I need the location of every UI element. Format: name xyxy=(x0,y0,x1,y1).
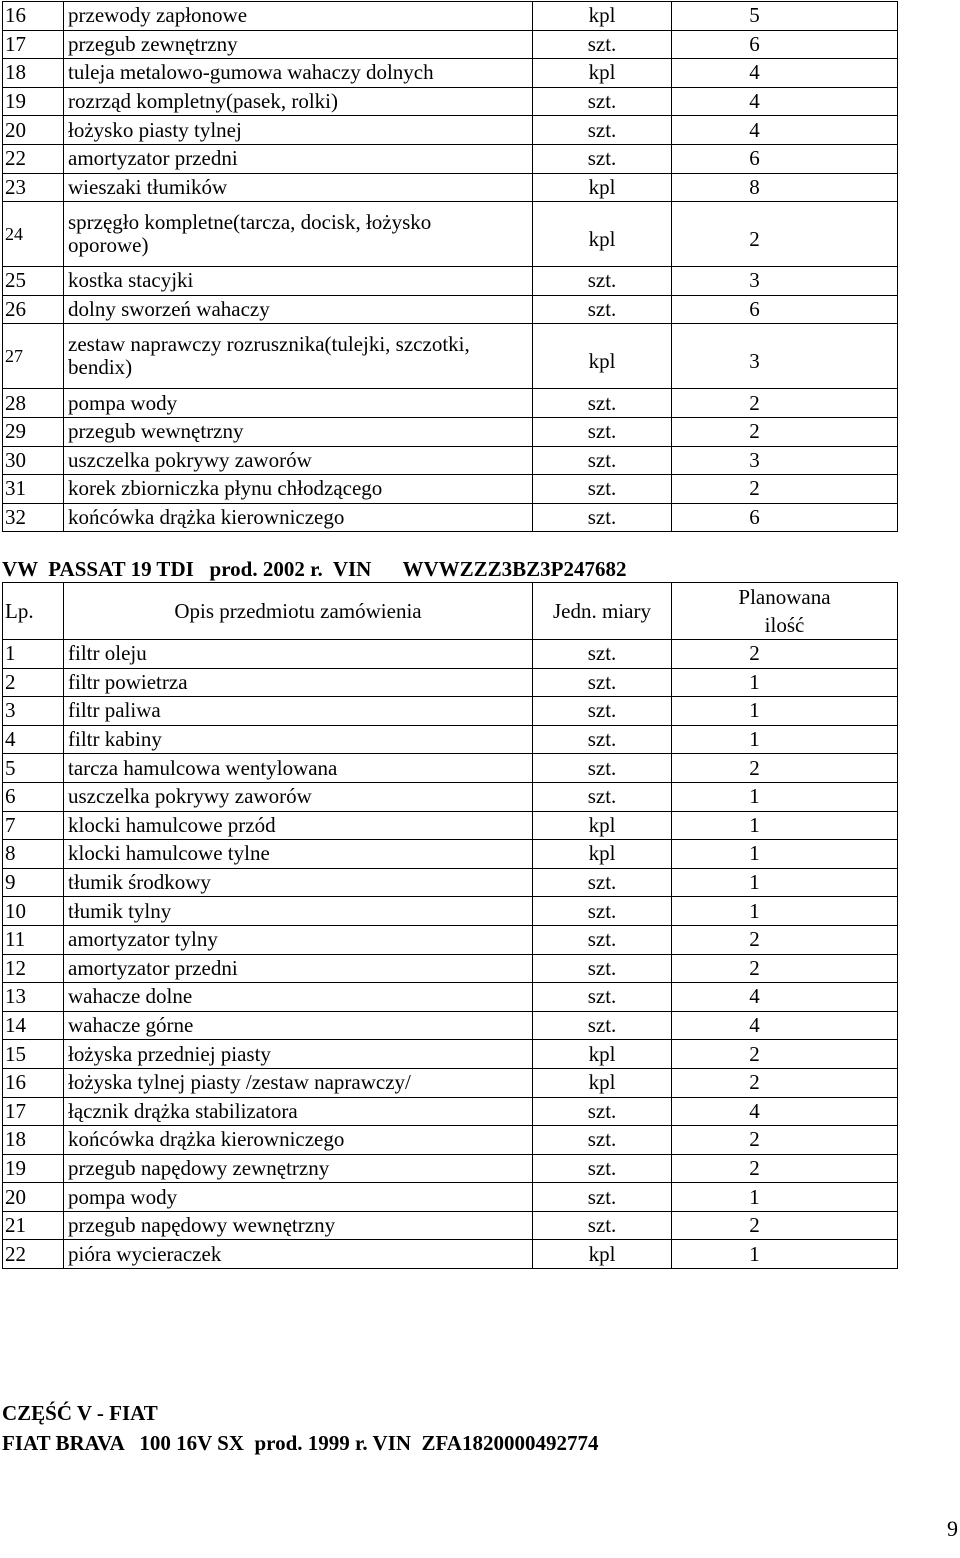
row-description: przegub zewnętrzny xyxy=(64,30,533,59)
row-lp: 7 xyxy=(3,811,64,840)
table-row xyxy=(3,897,898,926)
row-lp: 26 xyxy=(3,295,64,324)
row-quantity: 4 xyxy=(672,59,898,88)
page-number: 9 xyxy=(947,1516,958,1541)
row-unit: kpl xyxy=(533,1240,672,1269)
row-description: tłumik tylny xyxy=(64,897,533,926)
row-unit: szt. xyxy=(533,503,672,532)
row-unit: szt. xyxy=(533,267,672,296)
row-description: kostka stacyjki xyxy=(64,267,533,296)
row-description: przegub napędowy zewnętrzny xyxy=(64,1154,533,1183)
table-row xyxy=(3,640,898,669)
row-description: dolny sworzeń wahaczy xyxy=(64,295,533,324)
row-quantity: 2 xyxy=(672,1068,898,1097)
row-quantity: 2 xyxy=(672,202,898,267)
row-lp: 21 xyxy=(3,1211,64,1240)
row-description: amortyzator tylny xyxy=(64,925,533,954)
row-unit: szt. xyxy=(533,1183,672,1212)
row-description: wahacze górne xyxy=(64,1011,533,1040)
row-description-text: sprzęgło kompletne(tarcza, docisk, łożysko oporowe) xyxy=(68,210,432,258)
row-description-text: zestaw naprawczy rozrusznika(tulejki, szczotki, bendix) xyxy=(68,332,470,380)
row-lp: 17 xyxy=(3,30,64,59)
row-quantity: 1 xyxy=(672,840,898,869)
row-quantity: 1 xyxy=(672,811,898,840)
row-lp: 20 xyxy=(3,116,64,145)
row-unit: szt. xyxy=(533,446,672,475)
row-lp: 24 xyxy=(3,202,64,267)
row-lp: 25 xyxy=(3,267,64,296)
row-description: przewody zapłonowe xyxy=(64,2,533,31)
row-quantity: 1 xyxy=(672,897,898,926)
row-quantity: 1 xyxy=(672,697,898,726)
row-lp: 23 xyxy=(3,173,64,202)
table-row xyxy=(3,1040,898,1069)
row-description: filtr powietrza xyxy=(64,668,533,697)
row-lp: 16 xyxy=(3,2,64,31)
table-row xyxy=(3,295,898,324)
table-row xyxy=(3,30,898,59)
row-quantity: 2 xyxy=(672,754,898,783)
table-row xyxy=(3,389,898,418)
row-unit: kpl xyxy=(533,173,672,202)
row-lp: 29 xyxy=(3,417,64,446)
table-row xyxy=(3,173,898,202)
table-row xyxy=(3,144,898,173)
row-unit: szt. xyxy=(533,954,672,983)
table-row xyxy=(3,475,898,504)
table-row xyxy=(3,954,898,983)
table-row xyxy=(3,1240,898,1269)
header-quantity-line1: Planowana xyxy=(738,585,831,609)
header-quantity-line2: ilość xyxy=(764,613,805,637)
row-description: łącznik drążka stabilizatora xyxy=(64,1097,533,1126)
row-quantity: 1 xyxy=(672,782,898,811)
row-description xyxy=(64,202,533,267)
row-description: filtr kabiny xyxy=(64,725,533,754)
row-lp: 3 xyxy=(3,697,64,726)
table-row xyxy=(3,983,898,1012)
table-header-row xyxy=(3,583,898,640)
row-description: przegub napędowy wewnętrzny xyxy=(64,1211,533,1240)
row-description: tarcza hamulcowa wentylowana xyxy=(64,754,533,783)
row-unit: kpl xyxy=(533,840,672,869)
row-quantity: 4 xyxy=(672,116,898,145)
row-unit: szt. xyxy=(533,1011,672,1040)
row-lp: 13 xyxy=(3,983,64,1012)
table-row xyxy=(3,1097,898,1126)
row-quantity: 4 xyxy=(672,1097,898,1126)
row-lp: 9 xyxy=(3,868,64,897)
row-description: pompa wody xyxy=(64,389,533,418)
table-row xyxy=(3,202,898,267)
row-unit: szt. xyxy=(533,417,672,446)
row-quantity: 1 xyxy=(672,1183,898,1212)
row-lp: 19 xyxy=(3,87,64,116)
header-description: Opis przedmiotu zamówienia xyxy=(64,583,533,640)
table-row xyxy=(3,267,898,296)
row-unit: szt. xyxy=(533,725,672,754)
row-lp: 19 xyxy=(3,1154,64,1183)
row-unit: szt. xyxy=(533,640,672,669)
table-row xyxy=(3,1154,898,1183)
row-unit: szt. xyxy=(533,1126,672,1155)
table-row xyxy=(3,1183,898,1212)
row-quantity: 2 xyxy=(672,954,898,983)
row-lp: 5 xyxy=(3,754,64,783)
row-quantity: 3 xyxy=(672,324,898,389)
row-unit: kpl xyxy=(533,2,672,31)
row-lp: 10 xyxy=(3,897,64,926)
row-unit: szt. xyxy=(533,144,672,173)
row-lp: 20 xyxy=(3,1183,64,1212)
header-unit: Jedn. miary xyxy=(533,583,672,640)
row-description: pióra wycieraczek xyxy=(64,1240,533,1269)
table-row xyxy=(3,1068,898,1097)
row-lp: 4 xyxy=(3,725,64,754)
row-quantity: 6 xyxy=(672,295,898,324)
table-row xyxy=(3,417,898,446)
header-lp: Lp. xyxy=(3,583,64,640)
header-quantity xyxy=(672,583,898,640)
row-description: filtr oleju xyxy=(64,640,533,669)
row-unit: szt. xyxy=(533,925,672,954)
row-quantity: 4 xyxy=(672,87,898,116)
table-row xyxy=(3,87,898,116)
row-quantity: 5 xyxy=(672,2,898,31)
row-lp: 28 xyxy=(3,389,64,418)
row-lp: 6 xyxy=(3,782,64,811)
vw-passat-heading: VW PASSAT 19 TDI prod. 2002 r. VIN WVWZZZ3BZ3P247682 xyxy=(2,557,627,581)
row-unit: szt. xyxy=(533,116,672,145)
table-row xyxy=(3,116,898,145)
table-row xyxy=(3,925,898,954)
row-unit: szt. xyxy=(533,1097,672,1126)
row-lp: 12 xyxy=(3,954,64,983)
row-description: filtr paliwa xyxy=(64,697,533,726)
table-row xyxy=(3,697,898,726)
row-unit: szt. xyxy=(533,782,672,811)
row-description: korek zbiorniczka płynu chłodzącego xyxy=(64,475,533,504)
row-unit: szt. xyxy=(533,697,672,726)
row-quantity: 2 xyxy=(672,1154,898,1183)
row-lp: 22 xyxy=(3,1240,64,1269)
table-row xyxy=(3,868,898,897)
table-row xyxy=(3,2,898,31)
row-description: końcówka drążka kierowniczego xyxy=(64,503,533,532)
parts-table-continued xyxy=(2,1,898,532)
table-row xyxy=(3,782,898,811)
row-lp: 14 xyxy=(3,1011,64,1040)
row-quantity: 4 xyxy=(672,983,898,1012)
row-quantity: 1 xyxy=(672,868,898,897)
row-description: tuleja metalowo-gumowa wahaczy dolnych xyxy=(64,59,533,88)
row-unit: szt. xyxy=(533,1154,672,1183)
vw-passat-parts-table xyxy=(2,582,898,1269)
row-quantity: 6 xyxy=(672,144,898,173)
row-unit: szt. xyxy=(533,897,672,926)
row-quantity: 1 xyxy=(672,725,898,754)
row-lp: 17 xyxy=(3,1097,64,1126)
table-row xyxy=(3,725,898,754)
row-description: wieszaki tłumików xyxy=(64,173,533,202)
row-lp: 27 xyxy=(3,324,64,389)
table-row xyxy=(3,503,898,532)
row-quantity: 1 xyxy=(672,668,898,697)
row-description: amortyzator przedni xyxy=(64,954,533,983)
table-row xyxy=(3,668,898,697)
row-lp: 15 xyxy=(3,1040,64,1069)
table-row xyxy=(3,324,898,389)
row-quantity: 6 xyxy=(672,503,898,532)
row-lp: 18 xyxy=(3,1126,64,1155)
row-lp: 8 xyxy=(3,840,64,869)
row-unit: szt. xyxy=(533,87,672,116)
table-row xyxy=(3,754,898,783)
row-unit: szt. xyxy=(533,668,672,697)
row-lp: 32 xyxy=(3,503,64,532)
row-unit: kpl xyxy=(533,811,672,840)
row-description: końcówka drążka kierowniczego xyxy=(64,1126,533,1155)
row-quantity: 2 xyxy=(672,1211,898,1240)
row-unit: szt. xyxy=(533,754,672,783)
row-description: klocki hamulcowe tylne xyxy=(64,840,533,869)
row-unit: kpl xyxy=(533,1040,672,1069)
row-description: klocki hamulcowe przód xyxy=(64,811,533,840)
row-quantity: 2 xyxy=(672,640,898,669)
row-description: przegub wewnętrzny xyxy=(64,417,533,446)
row-lp: 16 xyxy=(3,1068,64,1097)
row-description: uszczelka pokrywy zaworów xyxy=(64,446,533,475)
row-quantity: 2 xyxy=(672,925,898,954)
table-row xyxy=(3,811,898,840)
row-description xyxy=(64,324,533,389)
row-quantity: 2 xyxy=(672,475,898,504)
row-lp: 1 xyxy=(3,640,64,669)
row-description: uszczelka pokrywy zaworów xyxy=(64,782,533,811)
row-lp: 18 xyxy=(3,59,64,88)
row-unit: kpl xyxy=(533,59,672,88)
row-quantity: 4 xyxy=(672,1011,898,1040)
row-lp: 30 xyxy=(3,446,64,475)
row-description: rozrząd kompletny(pasek, rolki) xyxy=(64,87,533,116)
row-unit: kpl xyxy=(533,324,672,389)
row-description: tłumik środkowy xyxy=(64,868,533,897)
row-lp: 2 xyxy=(3,668,64,697)
row-description: wahacze dolne xyxy=(64,983,533,1012)
row-quantity: 3 xyxy=(672,446,898,475)
table-row xyxy=(3,446,898,475)
row-quantity: 2 xyxy=(672,417,898,446)
row-description: amortyzator przedni xyxy=(64,144,533,173)
row-description: łożyska przedniej piasty xyxy=(64,1040,533,1069)
row-unit: szt. xyxy=(533,1211,672,1240)
row-unit: kpl xyxy=(533,202,672,267)
table-row xyxy=(3,59,898,88)
row-lp: 22 xyxy=(3,144,64,173)
table-row xyxy=(3,1126,898,1155)
fiat-part-heading: CZĘŚĆ V - FIAT xyxy=(2,1401,158,1425)
fiat-model-heading: FIAT BRAVA 100 16V SX prod. 1999 r. VIN ZFA1820000492774 xyxy=(2,1431,599,1455)
row-quantity: 6 xyxy=(672,30,898,59)
row-quantity: 1 xyxy=(672,1240,898,1269)
row-unit: szt. xyxy=(533,30,672,59)
row-quantity: 2 xyxy=(672,1040,898,1069)
row-quantity: 2 xyxy=(672,389,898,418)
row-quantity: 3 xyxy=(672,267,898,296)
row-unit: szt. xyxy=(533,295,672,324)
row-unit: szt. xyxy=(533,389,672,418)
row-lp: 31 xyxy=(3,475,64,504)
row-quantity: 8 xyxy=(672,173,898,202)
table-row xyxy=(3,840,898,869)
row-unit: kpl xyxy=(533,1068,672,1097)
row-description: łożysko piasty tylnej xyxy=(64,116,533,145)
row-lp: 11 xyxy=(3,925,64,954)
row-unit: szt. xyxy=(533,983,672,1012)
row-unit: szt. xyxy=(533,868,672,897)
row-description: pompa wody xyxy=(64,1183,533,1212)
row-unit: szt. xyxy=(533,475,672,504)
row-description: łożyska tylnej piasty /zestaw naprawczy/ xyxy=(64,1068,533,1097)
table-row xyxy=(3,1211,898,1240)
table-row xyxy=(3,1011,898,1040)
row-quantity: 2 xyxy=(672,1126,898,1155)
